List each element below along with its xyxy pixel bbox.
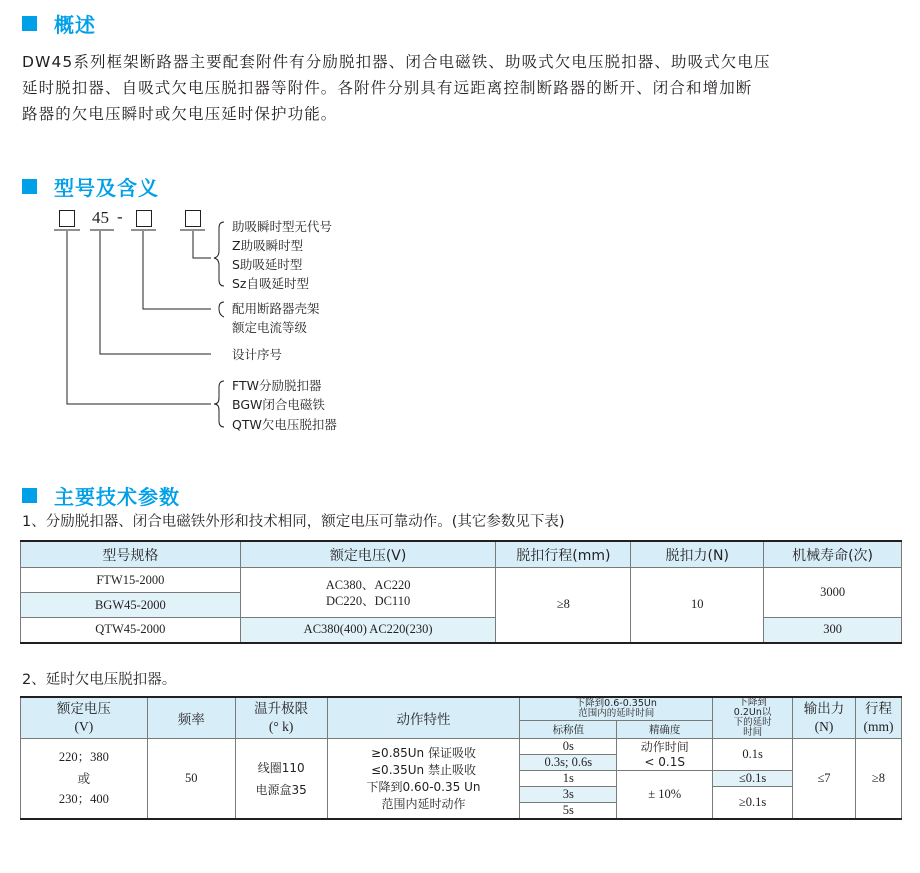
accessory-type: FTW分励脱扣器 (232, 378, 322, 393)
accuracy-cell: ± 10% (617, 771, 713, 820)
header-text: 下降到0.6-0.35Un (575, 698, 657, 710)
header-text: 行程 (864, 701, 892, 717)
model-number: 45 (92, 208, 109, 227)
header-text: (N) (814, 719, 834, 734)
nominal-cell: 1s (520, 771, 617, 787)
freq-cell: 50 (147, 739, 235, 820)
cell-line: 动作时间 (640, 739, 689, 754)
header-text: 0.2Un以 (733, 707, 772, 718)
suffix-option: 助吸瞬时型无代号 (232, 219, 333, 234)
subheading-1: 1、分励脱扣器、闭合电磁铁外形和技术相同，额定电压可靠动作。(其它参数见下表) (22, 514, 565, 530)
stroke-cell: ≥8 (496, 568, 631, 643)
header-cell: 额定电压(V) (240, 541, 496, 568)
section-title: 概述 (54, 13, 96, 37)
temp-cell (235, 739, 327, 820)
header-text: 下的延时 (733, 717, 772, 728)
suffix-option: S助吸延时型 (232, 257, 303, 272)
header-cell (520, 697, 713, 721)
nominal-cell: 5s (520, 803, 617, 820)
header-text: (V) (74, 719, 94, 734)
section-square-icon (22, 179, 37, 194)
frame-current-label: 额定电流等级 (232, 320, 308, 335)
header-text: 范围内的延时时间 (578, 708, 655, 720)
table-row (21, 568, 902, 593)
voltage-cell: AC380(400) AC220(230) (240, 618, 496, 643)
table-row (21, 618, 902, 643)
table-header-row (21, 541, 902, 568)
table-header-row (21, 697, 902, 721)
header-text: 时间 (743, 727, 763, 738)
cell-line: 220；380 (58, 750, 109, 764)
suffix-option: Sz自吸延时型 (232, 276, 309, 291)
model-dash: - (117, 207, 123, 226)
voltage-cell (240, 568, 496, 618)
header-cell: 脱扣力(N) (631, 541, 764, 568)
life-cell: 3000 (764, 568, 902, 618)
voltage-cell (21, 739, 148, 820)
header-cell: 脱扣行程(mm) (496, 541, 631, 568)
delay-cell: ≤0.1s (713, 771, 793, 787)
section-square-icon (22, 488, 37, 503)
cell-line: 或 (77, 771, 91, 786)
model-cell: FTW15-2000 (21, 568, 241, 593)
header-cell: 动作特性 (327, 697, 520, 739)
model-box-3 (185, 210, 201, 227)
header-cell (713, 697, 793, 739)
subheading-2: 2、延时欠电压脱扣器。 (22, 672, 177, 688)
cell-line: 230；400 (58, 792, 109, 806)
delay-cell: 0.1s (713, 739, 793, 771)
header-cell: 机械寿命(次) (764, 541, 902, 568)
header-text: 下降到 (738, 697, 767, 708)
accessory-type: BGW闭合电磁铁 (232, 397, 325, 412)
spec-table-1 (20, 540, 902, 644)
cell-line: ≤0.35Un 禁止吸收 (371, 762, 476, 777)
section-title: 型号及含义 (54, 176, 159, 200)
accuracy-cell (617, 739, 713, 771)
delay-cell: ≥0.1s (713, 787, 793, 820)
cell-line: < 0.1S (644, 754, 685, 769)
overview-paragraph (22, 49, 904, 127)
nominal-cell: 3s (520, 787, 617, 803)
model-cell: QTW45-2000 (21, 618, 241, 643)
header-cell: 精确度 (617, 721, 713, 739)
spec-table-2 (20, 696, 902, 820)
header-text: 额定电压 (56, 701, 111, 717)
header-text: (mm) (863, 719, 894, 734)
header-cell: 型号规格 (21, 541, 241, 568)
accessory-type: QTW欠电压脱扣器 (232, 417, 337, 432)
cell-line: 下降到0.60-0.35 Un (366, 779, 481, 794)
header-cell (235, 697, 327, 739)
header-cell: 标称值 (520, 721, 617, 739)
design-serial-label: 设计序号 (232, 347, 283, 362)
table-row (21, 739, 902, 755)
nominal-cell: 0.3s; 0.6s (520, 755, 617, 771)
cell-line: 电源盒35 (255, 782, 307, 797)
frame-current-label: 配用断路器壳架 (232, 301, 320, 316)
model-cell: BGW45-2000 (21, 593, 241, 618)
model-box-1 (59, 210, 75, 227)
header-cell (793, 697, 856, 739)
model-box-2 (136, 210, 152, 227)
header-cell (855, 697, 901, 739)
header-cell: 频率 (147, 697, 235, 739)
output-cell: ≤7 (793, 739, 856, 820)
header-text: 输出力 (803, 701, 845, 717)
header-cell (21, 697, 148, 739)
paragraph-line: 延时脱扣器、自吸式欠电压脱扣器等附件。各附件分别具有远距离控制断路器的断开、闭合和增加断 (22, 79, 753, 97)
section-header-model (22, 172, 159, 201)
paragraph-line: 路器的欠电压瞬时或欠电压延时保护功能。 (22, 105, 338, 123)
paragraph-line: DW45系列框架断路器主要配套附件有分励脱扣器、闭合电磁铁、助吸式欠电压脱扣器、助吸式欠电压 (22, 53, 771, 71)
life-cell: 300 (764, 618, 902, 643)
section-header-specs (22, 481, 180, 510)
action-cell (327, 739, 520, 820)
header-text: 温升极限 (254, 701, 309, 717)
section-title: 主要技术参数 (54, 485, 180, 509)
voltage-line: AC380、AC220 (325, 577, 411, 592)
suffix-option: Z助吸瞬时型 (232, 238, 304, 253)
header-text: (° k) (268, 719, 294, 734)
nominal-cell: 0s (520, 739, 617, 755)
force-cell: 10 (631, 568, 764, 643)
cell-line: 线圈110 (257, 760, 305, 775)
cell-line: ≥0.85Un 保证吸收 (371, 745, 476, 760)
section-square-icon (22, 16, 37, 31)
section-header-overview (22, 9, 96, 38)
travel-cell: ≥8 (855, 739, 901, 820)
cell-line: 范围内延时动作 (381, 796, 466, 811)
voltage-line: DC220、DC110 (325, 593, 411, 608)
